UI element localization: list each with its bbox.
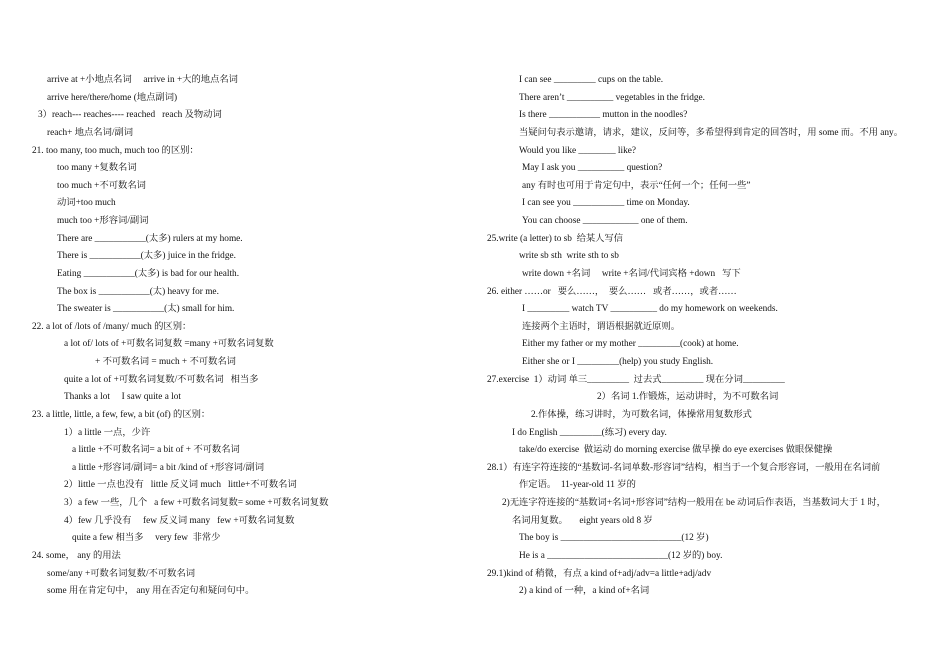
text-line: 3）a few 一些，几个 a few +可数名词复数= some +可数名词复数: [64, 498, 329, 508]
text-line: arrive at +小地点名词 arrive in +大的地点名词: [47, 75, 238, 85]
text-line: 连接两个主语时，谓语根据就近原则。: [522, 322, 681, 332]
text-line: a little +不可数名词= a bit of + 不可数名词: [72, 445, 240, 455]
text-line: too many +复数名词: [57, 163, 137, 173]
text-line: 3）reach--- reaches---- reached reach 及物动词: [38, 110, 222, 120]
text-line: quite a few 相当多 very few 非常少: [72, 533, 221, 543]
text-line: write sb sth write sth to sb: [519, 251, 619, 261]
section-heading: 23. a little, little, a few, few, a bit (of) 的区别：: [32, 410, 211, 420]
exercise-line: I do English _________(练习) every day.: [512, 428, 667, 438]
section-heading: 21. too many, too much, much too 的区别：: [32, 146, 199, 156]
text-line: 2.作体操，练习讲时，为可数名词，体操常用复数形式: [531, 410, 752, 420]
text-line: a lot of/ lots of +可数名词复数 =many +可数名词复数: [64, 339, 274, 349]
section-heading: 28.1）有连字符连接的“基数词-名词单数-形容词”结构，相当于一个复合形容词，一般用在名词前: [487, 463, 881, 473]
text-line: 名词用复数。 eight years old 8 岁: [512, 516, 653, 526]
exercise-line: Eating ___________(太多) is bad for our health.: [57, 269, 240, 279]
exercise-line: Either my father or my mother _________(cook) at home.: [522, 339, 739, 349]
text-line: too much +不可数名词: [57, 181, 146, 191]
text-line: 2) a kind of 一种，a kind of+名词: [519, 586, 650, 596]
section-heading: 24. some， any 的用法: [32, 551, 121, 561]
text-line: 动词+too much: [57, 198, 116, 208]
text-line: any 有时也可用于肯定句中，表示“任何一个；任何一些”: [522, 181, 751, 191]
section-heading: 27.exercise 1）动词 单三_________ 过去式_________ 现在分词_________: [487, 375, 785, 385]
exercise-line: Would you like ________ like?: [519, 146, 636, 156]
exercise-line: There are ___________(太多) rulers at my home.: [57, 234, 243, 244]
text-line: 4）few 几乎没有 few 反义词 many few +可数名词复数: [64, 516, 295, 526]
exercise-line: There is ___________(太多) juice in the fridge.: [57, 251, 236, 261]
exercise-line: You can choose ____________ one of them.: [522, 216, 688, 226]
text-line: 作定语。 11-year-old 11 岁的: [519, 480, 636, 490]
text-line: write down +名词 write +名词/代词宾格 +down 写下: [522, 269, 741, 279]
text-line: 1）a little 一点，少许: [64, 428, 151, 438]
text-line: take/do exercise 做运动 do morning exercise 做早操 do eye exercises 做眼保健操: [519, 445, 833, 455]
section-heading: 22. a lot of /lots of /many/ much 的区别：: [32, 322, 192, 332]
exercise-line: May I ask you __________ question?: [522, 163, 663, 173]
text-line: quite a lot of +可数名词复数/不可数名词 相当多: [64, 375, 259, 385]
exercise-line: The box is ___________(太) heavy for me.: [57, 287, 219, 297]
text-line: Thanks a lot I saw quite a lot: [64, 392, 181, 402]
text-line: much too +形容词/副词: [57, 216, 149, 226]
text-line: arrive here/there/home (地点副词): [47, 93, 178, 103]
section-heading: 25.write (a letter) to sb 给某人写信: [487, 234, 624, 244]
text-line: 2）little 一点也没有 little 反义词 much little+不可数名词: [64, 480, 297, 490]
exercise-line: The boy is __________________________(12 岁): [519, 533, 709, 543]
exercise-line: I can see _________ cups on the table.: [519, 75, 664, 85]
section-heading: 26. either ……or 要么……， 要么…… 或者……，或者……: [487, 287, 737, 297]
text-line: 当疑问句表示邀请，请求，建议，反问等，多希望得到肯定的回答时，用 some 而。不用 any。: [519, 128, 904, 138]
text-line: some 用在肯定句中， any 用在否定句和疑问句中。: [47, 586, 255, 596]
text-line: 2)无连字符连接的“基数词+名词+形容词”结构一般用在 be 动词后作表语，当基数词大于 1 时，: [502, 498, 886, 508]
exercise-line: The sweater is ___________(太) small for him.: [57, 304, 235, 314]
exercise-line: Either she or I _________(help) you study English.: [522, 357, 714, 367]
section-heading: 29.1)kind of 稍微，有点 a kind of+adj/adv=a little+adj/adv: [487, 569, 712, 579]
text-line: reach+ 地点名词/副词: [47, 128, 134, 138]
text-line: 2）名词 1.作锻炼，运动讲时，为不可数名词: [597, 392, 779, 402]
text-line: a little +形容词/副词= a bit /kind of +形容词/副词: [72, 463, 265, 473]
text-line: some/any +可数名词复数/不可数名词: [47, 569, 196, 579]
text-line: + 不可数名词 = much + 不可数名词: [95, 357, 236, 367]
exercise-line: I _________ watch TV __________ do my homework on weekends.: [522, 304, 778, 314]
exercise-line: He is a __________________________(12 岁的) boy.: [519, 551, 723, 561]
exercise-line: I can see you ___________ time on Monday.: [522, 198, 690, 208]
exercise-line: Is there ___________ mutton in the noodles?: [519, 110, 688, 120]
exercise-line: There aren’t __________ vegetables in the fridge.: [519, 93, 705, 103]
